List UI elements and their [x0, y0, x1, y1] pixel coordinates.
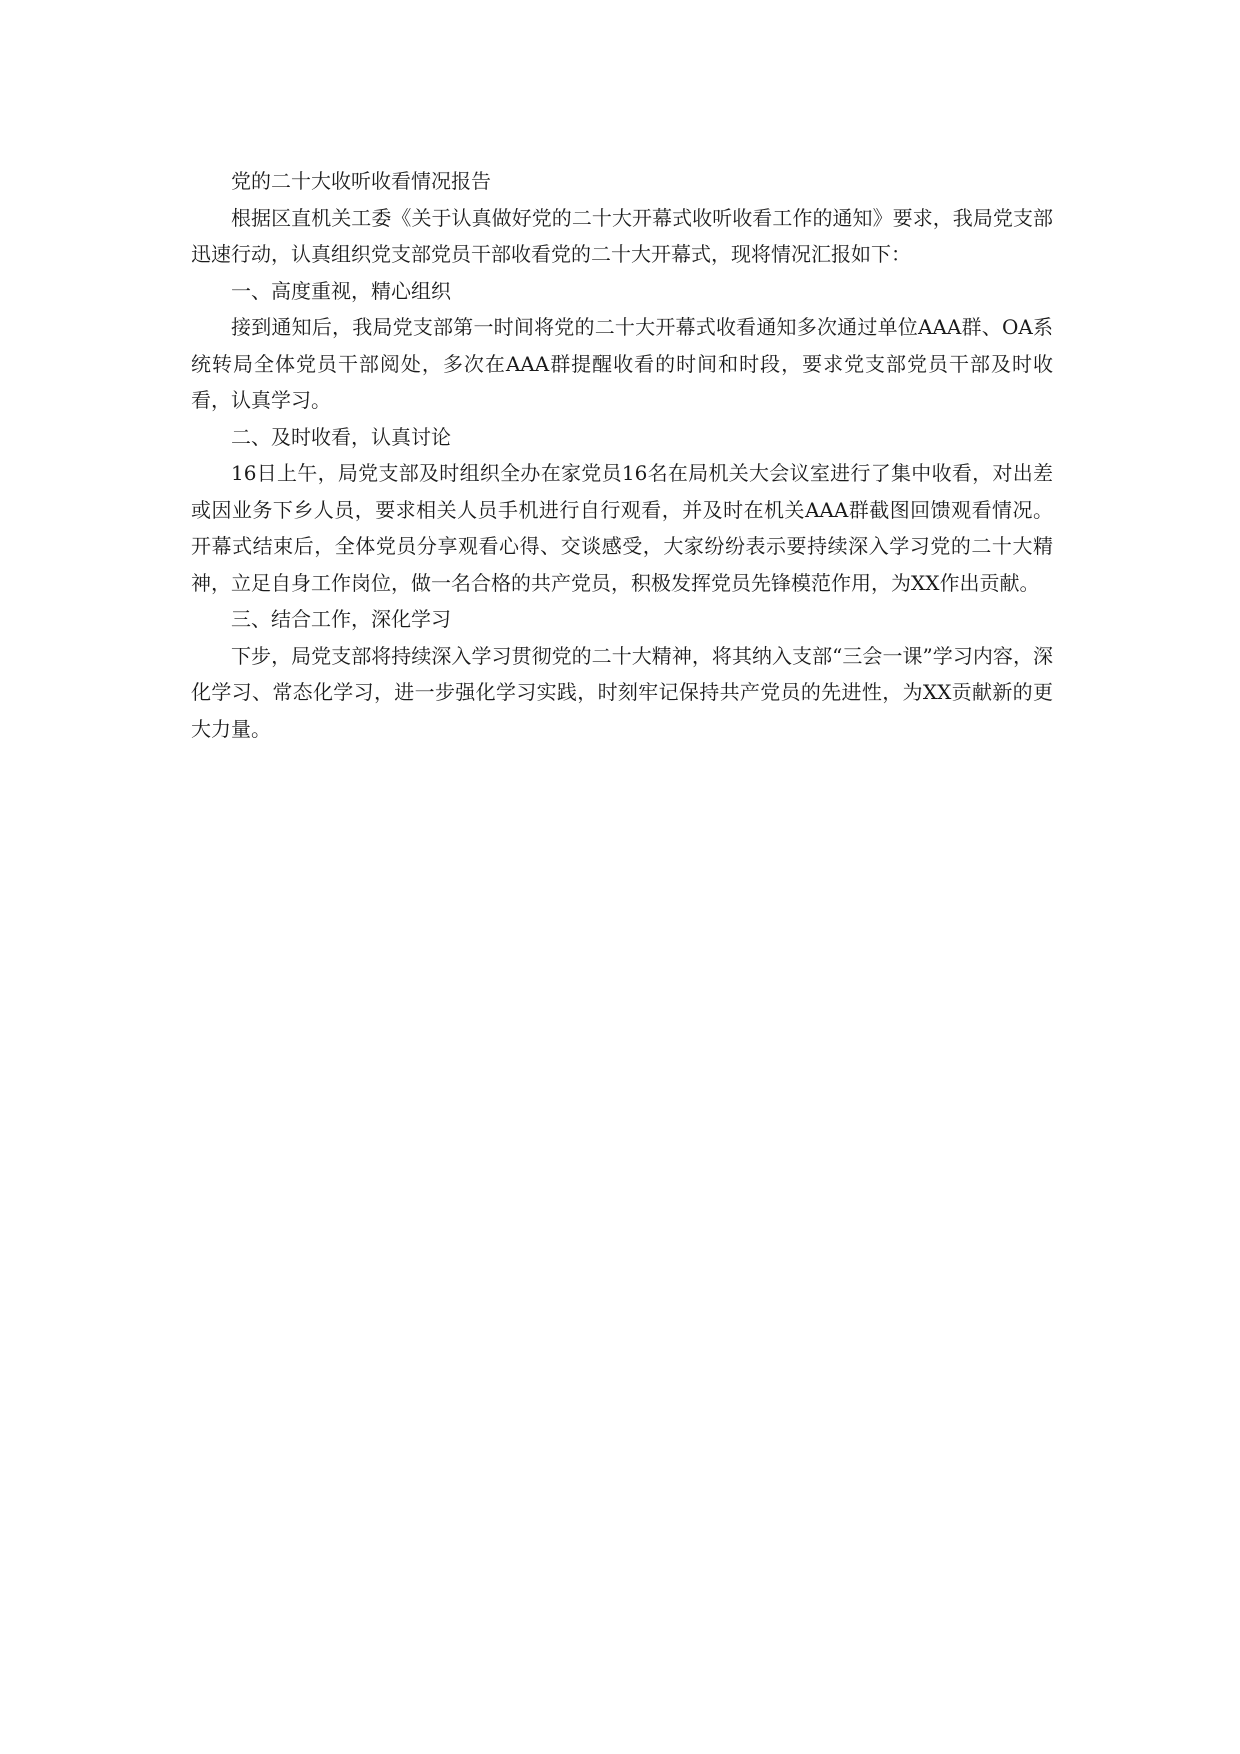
- document-title: 党的二十大收听收看情况报告: [231, 169, 491, 193]
- section-2-paragraph: 16日上午，局党支部及时组织全办在家党员16名在局机关大会议室进行了集中收看，对出差或因业务下乡人员，要求相关人员手机进行自行观看，并及时在机关AAA群截图回馈观看情况。开幕式结束后，全体党员分享观看心得、交谈感受，大家纷纷表示要持续深入学习党的二十大精神，立足自身工作岗位，做一名合格的共产党员，积极发挥党员先锋模范作用，为XX作出贡献。: [191, 461, 1053, 595]
- section-3-heading: 三、结合工作，深化学习: [231, 607, 451, 631]
- section-2-heading: 二、及时收看，认真讨论: [231, 424, 451, 449]
- intro-paragraph: 根据区直机关工委《关于认真做好党的二十大开幕式收听收看工作的通知》要求，我局党支部迅速行动，认真组织党支部党员干部收看党的二十大开幕式，现将情况汇报如下：: [191, 205, 1053, 266]
- section-1-heading: 一、高度重视，精心组织: [231, 278, 451, 303]
- section-1-paragraph: 接到通知后，我局党支部第一时间将党的二十大开幕式收看通知多次通过单位AAA群、OA系统转局全体党员干部阅处，多次在AAA群提醒收看的时间和时段，要求党支部党员干部及时收看，认真学习。: [191, 315, 1053, 412]
- section-3-paragraph: 下步，局党支部将持续深入学习贯彻党的二十大精神，将其纳入支部“三会一课”学习内容，深化学习、常态化学习，进一步强化学习实践，时刻牢记保持共产党员的先进性，为XX贡献新的更大力量。: [191, 643, 1053, 741]
- document-body: [191, 163, 1053, 747]
